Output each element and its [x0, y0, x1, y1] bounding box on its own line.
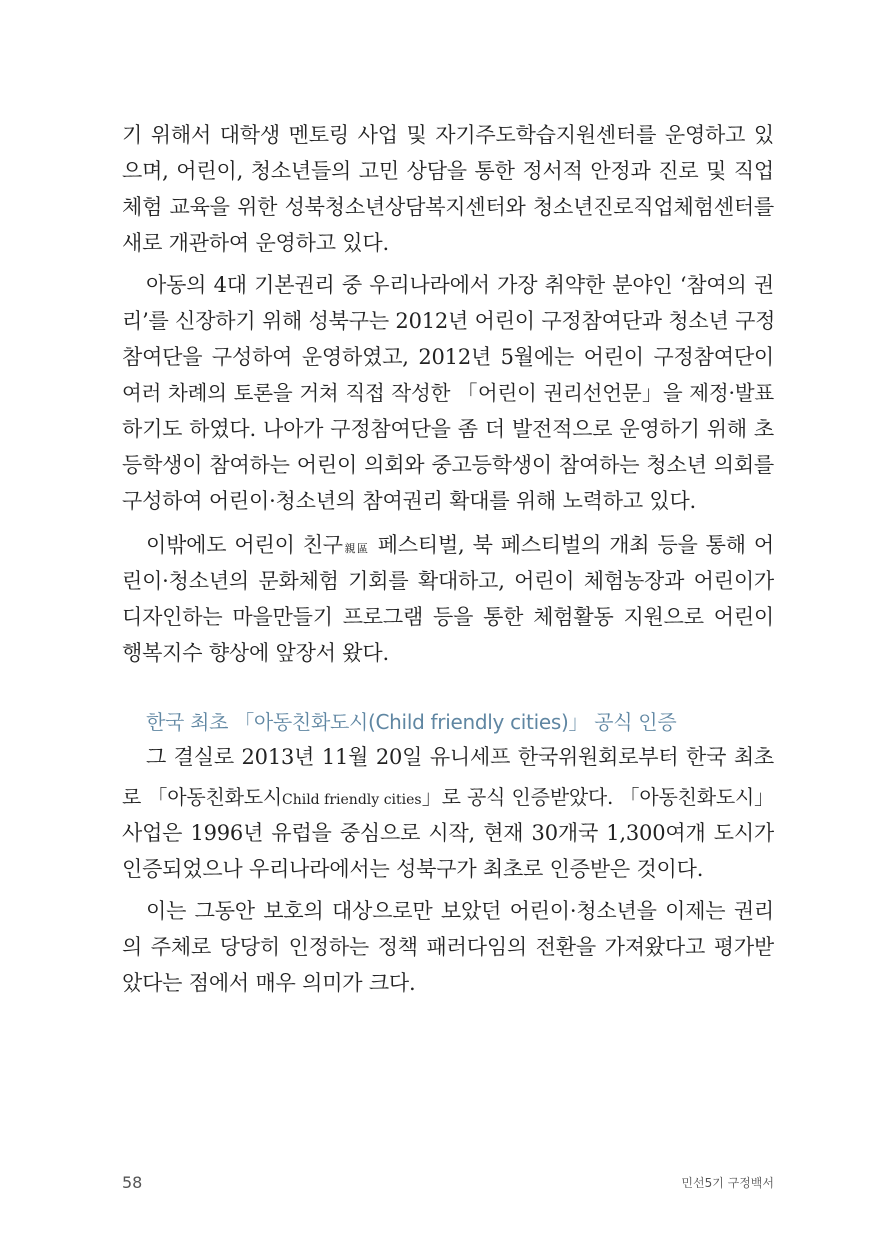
body-line: 등학생이 참여하는 어린이 의회와 중고등학생이 참여하는 청소년 의회를 — [122, 453, 774, 477]
running-footer-title: 민선5기 구정백서 — [681, 1176, 774, 1190]
page-number: 58 — [122, 1173, 143, 1192]
section-heading: 한국 최초 「아동친화도시(Child friendly cities)」 공식 인증 — [146, 710, 677, 734]
body-line: 린이·청소년의 문화체험 기회를 확대하고, 어린이 체험농장과 어린이가 — [122, 569, 774, 593]
body-line: 구성하여 어린이·청소년의 참여권리 확대를 위해 노력하고 있다. — [122, 489, 697, 513]
body-text: 이밖에도 어린이 친구 — [146, 533, 343, 557]
body-line: 하기도 하였다. 나아가 구정참여단을 좀 더 발전적으로 운영하기 위해 초 — [122, 417, 774, 441]
hanja-annotation: 親區 — [342, 542, 370, 555]
body-text: 로 「아동친화도시 — [122, 785, 282, 809]
body-line: 의 주체로 당당히 인정하는 정책 패러다임의 전환을 가져왔다고 평가받 — [122, 935, 774, 959]
body-text: 」로 공식 인증받았다. 「아동친화도시」 — [421, 785, 774, 809]
body-line: 인증되었으나 우리나라에서는 성북구가 최초로 인증받은 것이다. — [122, 857, 704, 881]
body-line: 으며, 어린이, 청소년들의 고민 상담을 통한 정서적 안정과 진로 및 직업 — [122, 159, 774, 183]
body-line: 리’를 신장하기 위해 성북구는 2012년 어린이 구정참여단과 청소년 구정 — [122, 309, 776, 333]
body-line: 디자인하는 마을만들기 프로그램 등을 통한 체험활동 지원으로 어린이 — [122, 605, 774, 629]
body-line: 아동의 4대 기본권리 중 우리나라에서 가장 취약한 분야인 ‘참여의 권 — [146, 273, 774, 297]
body-line: 았다는 점에서 매우 의미가 크다. — [122, 971, 416, 995]
body-line: 사업은 1996년 유럽을 중심으로 시작, 현재 30개국 1,300여개 도시가 — [122, 821, 774, 845]
body-line: 이는 그동안 보호의 대상으로만 보았던 어린이·청소년을 이제는 권리 — [146, 899, 774, 923]
body-line: 새로 개관하여 운영하고 있다. — [122, 231, 389, 255]
body-line: 참여단을 구성하여 운영하였고, 2012년 5월에는 어린이 구정참여단이 — [122, 345, 774, 369]
body-line: 행복지수 향상에 앞장서 왔다. — [122, 641, 389, 665]
english-annotation: Child friendly cities — [281, 792, 422, 808]
body-line — [146, 530, 774, 560]
body-line: 그 결실로 2013년 11월 20일 유니세프 한국위원회로부터 한국 최초 — [146, 745, 774, 769]
body-line: 체험 교육을 위한 성북청소년상담복지센터와 청소년진로직업체험센터를 — [122, 195, 774, 219]
body-line: 여러 차례의 토론을 거쳐 직접 작성한 「어린이 권리선언문」을 제정·발표 — [122, 381, 774, 405]
body-line — [122, 782, 774, 812]
body-text: 페스티벌, 북 페스티벌의 개최 등을 통해 어 — [369, 533, 774, 557]
body-line: 기 위해서 대학생 멘토링 사업 및 자기주도학습지원센터를 운영하고 있 — [122, 123, 774, 147]
